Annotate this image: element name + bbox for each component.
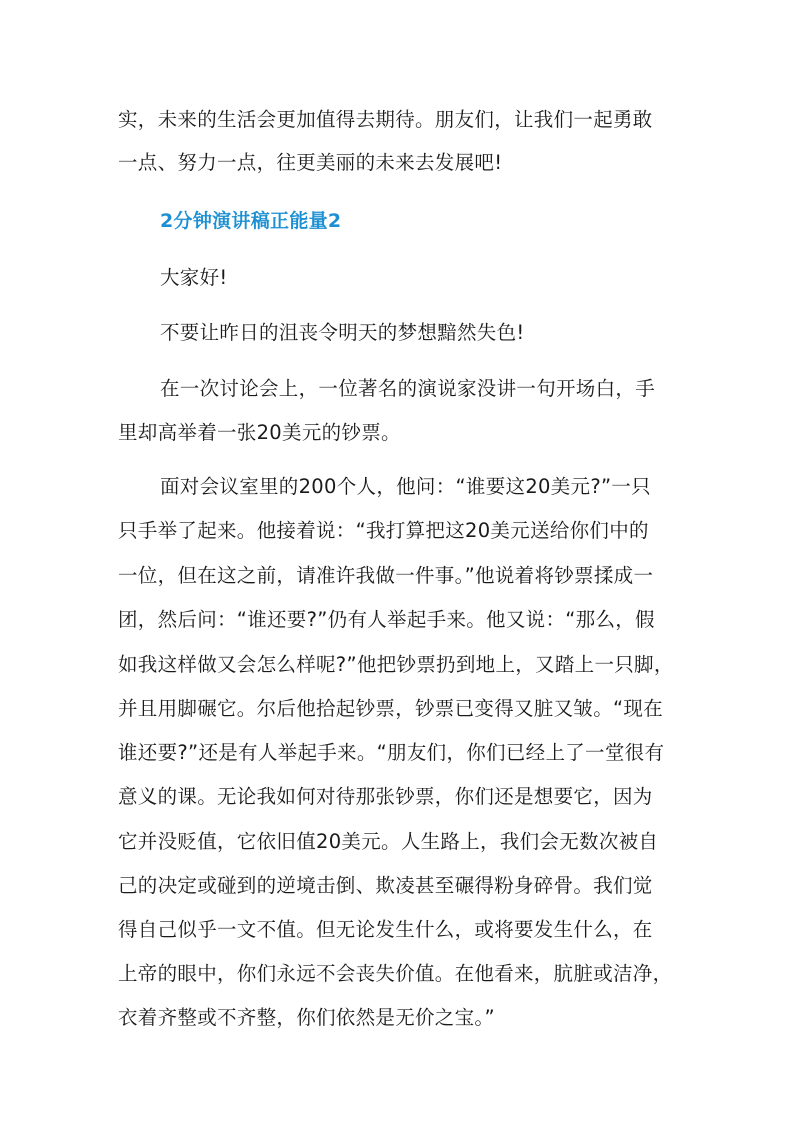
paragraph-line: 衣着齐整或不齐整，你们依然是无价之宝。” [118,1006,495,1029]
paragraph-line: 意义的课。无论我如何对待那张钞票，你们还是想要它，因为 [118,785,653,808]
paragraph-line: 如我这样做又会怎么样呢?”他把钞票扔到地上，又踏上一只脚， [118,653,674,676]
paragraph-line: 一点、努力一点，往更美丽的未来去发展吧! [118,151,503,174]
paragraph-line: 得自己似乎一文不值。但无论发生什么，或将要发生什么，在 [118,918,653,941]
paragraph-line: 面对会议室里的200个人，他问：“谁要这20美元?”一只 [160,475,651,498]
paragraph-line: 只手举了起来。他接着说：“我打算把这20美元送给你们中的 [118,519,649,542]
paragraph-line: 谁还要?”还是有人举起手来。“朋友们，你们已经上了一堂很有 [118,741,665,764]
paragraph-line: 实，未来的生活会更加值得去期待。朋友们，让我们一起勇敢 [118,108,653,131]
paragraph-line: 并且用脚碾它。尔后他拾起钞票，钞票已变得又脏又皱。“现在 [118,697,664,720]
paragraph-line: 在一次讨论会上，一位著名的演说家没讲一句开场白，手 [160,377,656,400]
paragraph-line: 一位，但在这之前，请准许我做一件事。”他说着将钞票揉成一 [118,564,654,587]
paragraph-line: 己的决定或碰到的逆境击倒、欺凌甚至碾得粉身碎骨。我们觉 [118,874,653,897]
paragraph-line: 团，然后问：“谁还要?”仍有人举起手来。他又说：“那么，假 [118,608,655,631]
paragraph-line: 里却高举着一张20美元的钞票。 [118,421,401,444]
paragraph-line: 上帝的眼中，你们永远不会丧失价值。在他看来，肮脏或洁净， [118,962,673,985]
paragraph-line: 不要让昨日的沮丧令明天的梦想黯然失色! [160,321,525,344]
greeting: 大家好! [160,266,228,289]
section-heading: 2分钟演讲稿正能量2 [160,210,342,232]
paragraph-line: 它并没贬值，它依旧值20美元。人生路上，我们会无数次被自 [118,830,659,853]
